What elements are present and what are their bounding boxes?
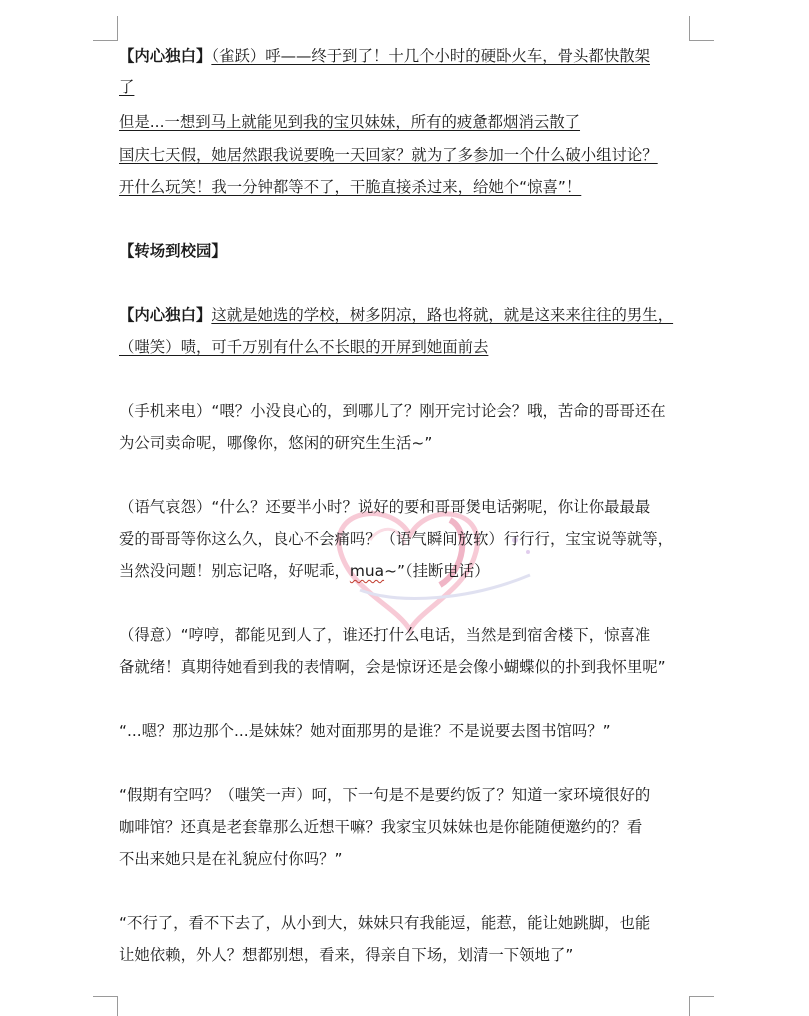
dialogue-line: 为公司卖命呢，哪像你，悠闲的研究生生活~” (119, 434, 433, 452)
dialogue-line: 爱的哥哥等你这么久，良心不会痛吗？（语气瞬间放软）行行行，宝宝说等就等， (119, 530, 674, 548)
dialogue-line: “不行了，看不下去了，从小到大，妹妹只有我能逗，能惹，能让她跳脚，也能 (119, 914, 651, 932)
dialogue-line: 不出来她只是在礼貌应付你吗？” (119, 850, 343, 868)
crop-mark-top-left (117, 16, 118, 40)
dialogue-line: （手机来电）“喂？小没良心的，到哪儿了？刚开完讨论会？哦，苦命的哥哥还在 (119, 402, 666, 420)
scene-transition-heading: 【转场到校园】 (119, 242, 227, 260)
monologue-line: 但是...一想到马上就能见到我的宝贝妹妹，所有的疲惫都烟消云散了 (119, 113, 581, 131)
crop-mark-bottom-left (93, 996, 118, 997)
spellcheck-word: mua (349, 562, 385, 580)
dialogue-line: “假期有空吗？（嗤笑一声）呵，下一句是不是要约饭了？知道一家环境很好的 (119, 786, 651, 804)
dialogue-line (119, 559, 699, 583)
monologue-line: 了 (119, 78, 135, 96)
dialogue-line: （语气哀怨）“什么？还要半小时？说好的要和哥哥煲电话粥呢，你让你最最最 (119, 498, 651, 516)
dialogue-line: 备就绪！真期待她看到我的表情啊，会是惊讶还是会像小蝴蝶似的扑到我怀里呢” (119, 658, 666, 676)
crop-mark-top-right (689, 40, 714, 41)
line-text: ~”（挂断电话） (384, 562, 490, 580)
monologue-line: 开什么玩笑！我一分钟都等不了，干脆直接杀过来，给她个“惊喜”！ (119, 178, 582, 196)
line-text: 这就是她选的学校，树多阴凉，路也将就，就是这来来往往的男生， (211, 306, 674, 324)
monologue-line: 国庆七天假，她居然跟我说要晚一天回家？就为了多参加一个什么破小组讨论？ (119, 146, 658, 164)
line-text: 当然没问题！别忘记咯，好呢乖， (119, 562, 350, 580)
dialogue-line: “...嗯？那边那个...是妹妹？她对面那男的是谁？不是说要去图书馆吗？” (119, 722, 611, 740)
monologue-line (119, 44, 699, 68)
crop-mark-bottom-right (689, 996, 690, 1016)
dialogue-line: 让她依赖，外人？想都别想，看来，得亲自下场，划清一下领地了” (119, 946, 574, 964)
dialogue-line: （得意）“哼哼，都能见到人了，谁还打什么电话，当然是到宿舍楼下，惊喜准 (119, 626, 651, 644)
monologue-line: （嗤笑）啧，可千万别有什么不长眼的开屏到她面前去 (119, 338, 489, 356)
crop-mark-bottom-right (689, 996, 714, 997)
crop-mark-top-right (689, 16, 690, 40)
line-text: （雀跃）呼——终于到了！十几个小时的硬卧火车，骨头都快散架 (211, 47, 650, 65)
monologue-line (119, 303, 699, 327)
section-tag: 【内心独白】 (119, 306, 212, 324)
section-tag: 【内心独白】 (119, 47, 212, 65)
crop-mark-bottom-left (117, 996, 118, 1016)
crop-mark-top-left (93, 40, 118, 41)
dialogue-line: 咖啡馆？还真是老套靠那么近想干嘛？我家宝贝妹妹也是你能随便邀约的？看 (119, 818, 643, 836)
